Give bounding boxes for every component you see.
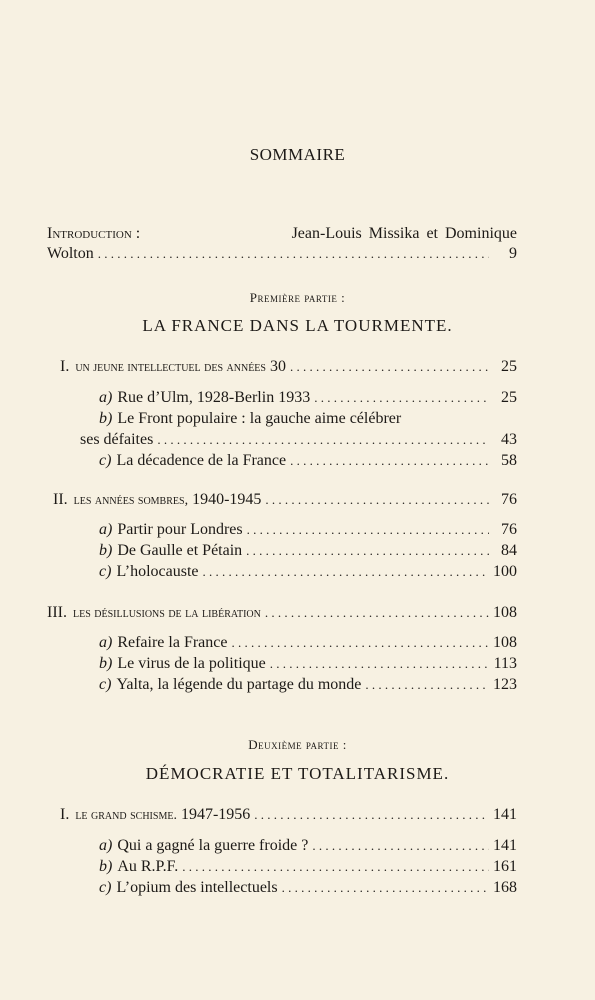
chapter-number: III.: [47, 604, 67, 621]
leader-dots: [182, 859, 489, 875]
section-letter: a): [99, 837, 113, 854]
introduction-separator: :: [135, 225, 141, 242]
page-number: 100: [493, 563, 517, 580]
page-number: 25: [501, 389, 517, 406]
section-letter: c): [99, 452, 112, 469]
leader-dots: [314, 390, 489, 406]
page-number: 9: [509, 245, 517, 262]
introduction-authors-line2: Wolton: [47, 245, 94, 262]
leader-dots: [203, 564, 490, 580]
section-title: L’opium des intellectuels: [116, 879, 278, 896]
section-letter: c): [99, 676, 112, 693]
chapter-title: les années sombres,: [73, 493, 189, 508]
section-title: Refaire la France: [117, 634, 228, 651]
chapter-title-tail: 30: [269, 358, 286, 375]
leader-dots: [231, 635, 489, 651]
page-title: SOMMAIRE: [249, 145, 346, 164]
leader-dots: [290, 359, 489, 375]
page-number: 161: [493, 858, 517, 875]
section-entry: [99, 410, 517, 428]
section-entry: [99, 563, 517, 581]
section-title: Au R.P.F.: [117, 858, 179, 875]
chapter-number: I.: [60, 358, 70, 375]
chapter-entry: [53, 491, 517, 509]
section-entry: [99, 837, 517, 855]
page-number: 113: [493, 655, 517, 672]
section-letter: c): [99, 563, 112, 580]
leader-dots: [365, 677, 489, 693]
page-number: 141: [493, 837, 517, 854]
section-letter: b): [99, 410, 113, 427]
section-entry-continued: [80, 431, 517, 449]
chapter-title: les désillusions de la libération: [72, 606, 261, 621]
section-title: Qui a gagné la guerre froide ?: [117, 837, 309, 854]
chapter-number: II.: [53, 491, 68, 508]
chapter-number: I.: [60, 806, 70, 823]
page-number: 58: [501, 452, 517, 469]
leader-dots: [282, 880, 489, 896]
page-number: 108: [493, 604, 517, 621]
leader-dots: [157, 432, 489, 448]
section-letter: a): [99, 389, 113, 406]
introduction-line2: [47, 245, 517, 263]
chapter-entry: [47, 604, 517, 622]
section-letter: b): [99, 858, 113, 875]
introduction-entry: [47, 222, 517, 245]
section-title: Yalta, la légende du partage du monde: [116, 676, 362, 693]
leader-dots: [247, 522, 489, 538]
leader-dots: [290, 453, 489, 469]
section-letter: b): [99, 542, 113, 559]
page-number: 76: [501, 521, 517, 538]
chapter-entry: [60, 806, 517, 824]
page-number: 123: [493, 676, 517, 693]
part-title: LA FRANCE DANS LA TOURMENTE.: [142, 316, 453, 335]
section-letter: b): [99, 655, 113, 672]
section-entry: [99, 542, 517, 560]
section-title: De Gaulle et Pétain: [117, 542, 243, 559]
introduction-authors-line1: Jean-Louis Missika et Dominique: [291, 225, 517, 242]
section-title: Partir pour Londres: [117, 521, 243, 538]
section-title: Rue d’Ulm, 1928-Berlin 1933: [117, 389, 311, 406]
leader-dots: [246, 543, 489, 559]
section-letter: a): [99, 634, 113, 651]
section-entry: [99, 858, 517, 876]
leader-dots: [98, 246, 489, 262]
leader-dots: [265, 605, 489, 621]
leader-dots: [265, 492, 489, 508]
leader-dots: [254, 807, 489, 823]
part-title: DÉMOCRATIE ET TOTALITARISME.: [145, 764, 450, 783]
section-letter: a): [99, 521, 113, 538]
part-label: Deuxième partie :: [248, 737, 347, 752]
section-entry: [99, 452, 517, 470]
section-title: L’holocauste: [116, 563, 199, 580]
leader-dots: [270, 656, 489, 672]
leader-dots: [312, 838, 489, 854]
page-number: 141: [493, 806, 517, 823]
section-entry: [99, 676, 517, 694]
page-number: 25: [501, 358, 517, 375]
page-number: 76: [501, 491, 517, 508]
page-number: 43: [501, 431, 517, 448]
section-title-continued: ses défaites: [80, 431, 154, 448]
page-number: 108: [493, 634, 517, 651]
section-title: La décadence de la France: [116, 452, 287, 469]
section-title: Le Front populaire : la gauche aime célébrer: [117, 410, 402, 427]
introduction-label: Introduction: [47, 225, 132, 242]
section-letter: c): [99, 879, 112, 896]
section-entry: [99, 389, 517, 407]
chapter-title: un jeune intellectuel des années: [75, 360, 266, 375]
page-number: 84: [501, 542, 517, 559]
chapter-title-tail: 1940-1945: [192, 491, 262, 508]
section-entry: [99, 655, 517, 673]
section-entry: [99, 879, 517, 897]
chapter-title-tail: 1947-1956: [180, 806, 251, 823]
section-entry: [99, 521, 517, 539]
section-entry: [99, 634, 517, 652]
section-title: Le virus de la politique: [117, 655, 266, 672]
chapter-entry: [60, 358, 517, 376]
chapter-title: le grand schisme.: [75, 808, 177, 823]
page-number: 168: [493, 879, 517, 896]
part-label: Première partie :: [249, 290, 346, 305]
